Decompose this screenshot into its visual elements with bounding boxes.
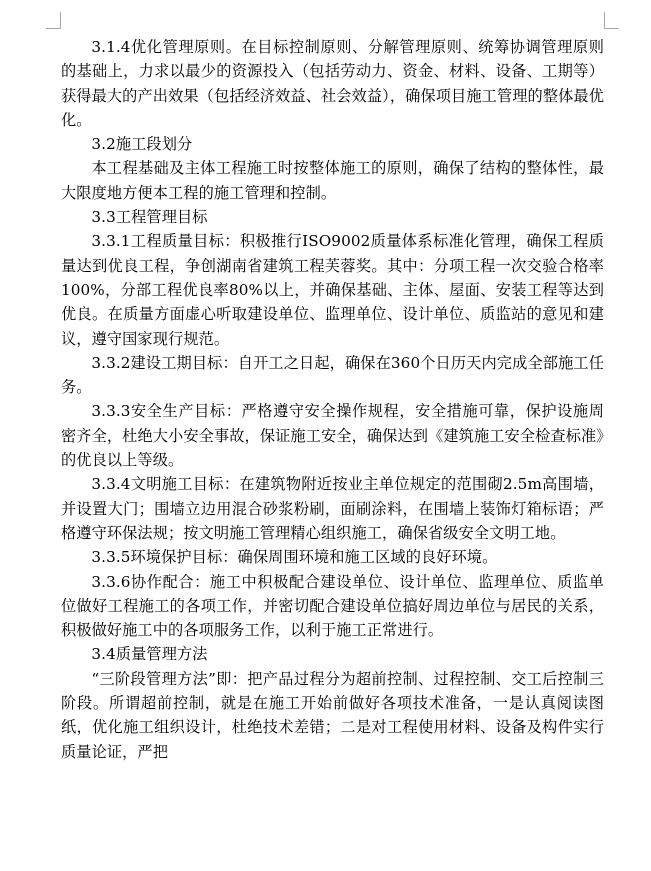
heading-section-division: 3.2施工段划分 <box>91 135 193 154</box>
paragraph-safety-goal: 3.3.3安全生产目标：严格遵守安全操作规程，安全措施可靠，保护设施周密齐全，杜绝大小安全事故，保证施工安全，确保达到《建筑施工安全检查标准》的优良以上等级。 <box>61 402 604 470</box>
heading-management-goals: 3.3工程管理目标 <box>91 208 208 227</box>
paragraph-cooperation: 3.3.6协作配合：施工中积极配合建设单位、设计单位、监理单位、质监单位做好工程施工的各项工作，并密切配合建设单位搞好周边单位与居民的关系，积极做好施工中的各项服务工作，以利于施工正常进行。 <box>61 572 604 640</box>
paragraph-civilized-construction-goal: 3.3.4文明施工目标：在建筑物附近按业主单位规定的范围砌2.5m高围墙，并设置大门；围墙立边用混合砂浆粉刷，面刷涂料，在围墙上装饰灯箱标语；严格遵守环保法规；按文明施工管理精心组织施工，确保省级安全文明工地。 <box>61 475 604 542</box>
paragraph-three-stage-method: “三阶段管理方法”即：把产品过程分为超前控制、过程控制、交工后控制三阶段。所谓超前控制，就是在施工开始前做好各项技术准备，一是认真阅读图纸，优化施工组织设计，杜绝技术差错；二是对工程使用材料、设备及构件实行质量论证，严把 <box>61 669 604 761</box>
paragraph-optimization-principle: 3.1.4优化管理原则。在目标控制原则、分解管理原则、统筹协调管理原则的基础上，力求以最少的资源投入（包括劳动力、资金、材料、设备、工期等）获得最大的产出效果（包括经济效益、社会效益），确保项目施工管理的整体最优化。 <box>61 38 604 129</box>
paragraph-schedule-goal: 3.3.2建设工期目标：自开工之日起，确保在360个日历天内完成全部施工任务。 <box>61 353 604 397</box>
paragraph-quality-goal: 3.3.1工程质量目标：积极推行ISO9002质量体系标准化管理，确保工程质量达到优良工程，争创湖南省建筑工程芙蓉奖。其中：分项工程一次交验合格率100%，分部工程优良率80%以上，并确保基础、主体、屋面、安装工程等达到优良。在质量方面虚心听取建设单位、监理单位、设计单位、质监站的意见和建议，遵守国家现行规范。 <box>61 232 604 348</box>
margin-corner-mark-top-left <box>46 12 61 29</box>
paragraph-section-division: 本工程基础及主体工程施工时按整体施工的原则，确保了结构的整体性，最大限度地方便本工程的施工管理和控制。 <box>61 159 604 202</box>
document-body <box>61 35 604 764</box>
margin-corner-mark-top-right <box>604 12 619 29</box>
heading-quality-method: 3.4质量管理方法 <box>91 645 208 664</box>
paragraph-environment-goal: 3.3.5环境保护目标：确保周围环境和施工区域的良好环境。 <box>91 548 498 567</box>
